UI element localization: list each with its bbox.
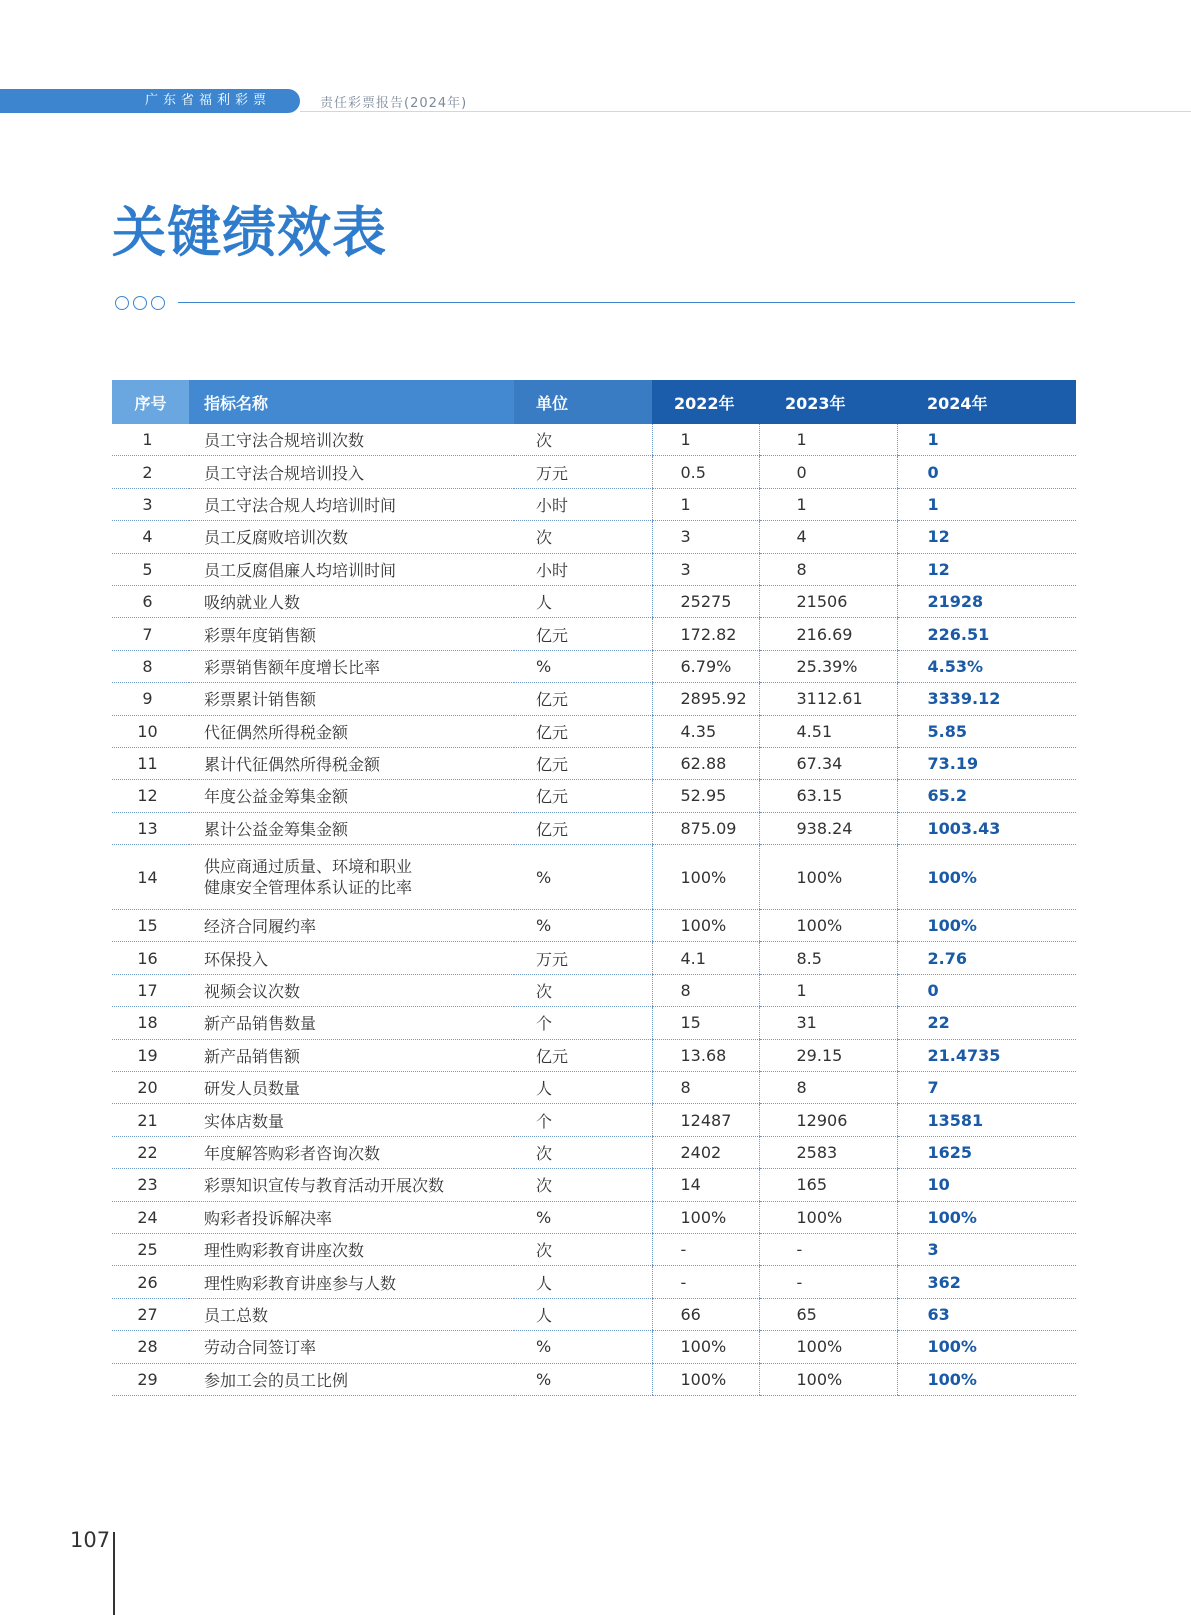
row-index: 15 — [112, 910, 189, 942]
table-row — [112, 488, 1076, 520]
row-value-2022: 14 — [652, 1169, 759, 1201]
col-header-2023: 2023年 — [759, 380, 897, 424]
row-index: 26 — [112, 1266, 189, 1298]
header-org-label: 广东省福利彩票 — [145, 93, 272, 108]
row-value-2023: 1 — [759, 974, 897, 1006]
row-name: 经济合同履约率 — [189, 910, 514, 942]
table-row — [112, 456, 1076, 488]
row-value-2024: 5.85 — [897, 715, 1076, 747]
row-value-2024: 226.51 — [897, 618, 1076, 650]
row-value-2022: 0.5 — [652, 456, 759, 488]
row-unit: 亿元 — [514, 780, 652, 812]
row-value-2023: 100% — [759, 910, 897, 942]
table-row — [112, 1136, 1076, 1168]
row-value-2022: 3 — [652, 521, 759, 553]
row-value-2022: 100% — [652, 845, 759, 910]
row-index: 7 — [112, 618, 189, 650]
row-unit: 亿元 — [514, 747, 652, 779]
table-row — [112, 521, 1076, 553]
row-index: 8 — [112, 650, 189, 682]
row-value-2024: 100% — [897, 1201, 1076, 1233]
row-name: 理性购彩教育讲座次数 — [189, 1233, 514, 1265]
row-value-2023: 165 — [759, 1169, 897, 1201]
row-name: 吸纳就业人数 — [189, 585, 514, 617]
row-value-2022: 1 — [652, 488, 759, 520]
row-value-2024: 1 — [897, 488, 1076, 520]
row-value-2022: 62.88 — [652, 747, 759, 779]
row-value-2024: 10 — [897, 1169, 1076, 1201]
row-value-2024: 63 — [897, 1298, 1076, 1330]
row-value-2022: 100% — [652, 1201, 759, 1233]
row-index: 24 — [112, 1201, 189, 1233]
row-name: 视频会议次数 — [189, 974, 514, 1006]
title-decoration — [115, 296, 165, 310]
row-name: 劳动合同签订率 — [189, 1331, 514, 1363]
row-unit: 个 — [514, 1007, 652, 1039]
row-value-2023: 100% — [759, 845, 897, 910]
row-index: 11 — [112, 747, 189, 779]
row-value-2023: 1 — [759, 424, 897, 456]
row-index: 22 — [112, 1136, 189, 1168]
row-index: 9 — [112, 683, 189, 715]
row-unit: 小时 — [514, 553, 652, 585]
table-row — [112, 1072, 1076, 1104]
table-row — [112, 1331, 1076, 1363]
row-name-line: 健康安全管理体系认证的比率 — [204, 878, 413, 898]
page-number-rule — [113, 1532, 115, 1615]
row-unit: 次 — [514, 974, 652, 1006]
row-unit: 亿元 — [514, 1039, 652, 1071]
row-name: 彩票销售额年度增长比率 — [189, 650, 514, 682]
col-header-2024: 2024年 — [897, 380, 1076, 424]
row-unit: % — [514, 845, 652, 910]
row-name: 彩票年度销售额 — [189, 618, 514, 650]
col-header-name: 指标名称 — [189, 380, 514, 424]
row-name: 员工守法合规人均培训时间 — [189, 488, 514, 520]
row-value-2023: 100% — [759, 1331, 897, 1363]
row-unit: 小时 — [514, 488, 652, 520]
circle-icon — [133, 296, 147, 310]
row-value-2023: 8.5 — [759, 942, 897, 974]
row-name: 参加工会的员工比例 — [189, 1363, 514, 1395]
row-value-2024: 3339.12 — [897, 683, 1076, 715]
row-value-2024: 2.76 — [897, 942, 1076, 974]
table-row — [112, 1039, 1076, 1071]
row-unit: 次 — [514, 1233, 652, 1265]
col-header-index: 序号 — [112, 380, 189, 424]
row-unit: 次 — [514, 424, 652, 456]
table-row — [112, 683, 1076, 715]
table-row — [112, 780, 1076, 812]
row-index: 3 — [112, 488, 189, 520]
page-number: 107 — [70, 1528, 111, 1552]
row-unit: 人 — [514, 585, 652, 617]
row-value-2023: 4 — [759, 521, 897, 553]
row-value-2024: 1625 — [897, 1136, 1076, 1168]
row-unit: 亿元 — [514, 812, 652, 844]
row-name: 理性购彩教育讲座参与人数 — [189, 1266, 514, 1298]
row-value-2024: 21928 — [897, 585, 1076, 617]
table-row — [112, 1169, 1076, 1201]
kpi-table — [112, 380, 1076, 1396]
row-value-2024: 0 — [897, 974, 1076, 1006]
row-value-2022: 6.79% — [652, 650, 759, 682]
row-value-2023: 2583 — [759, 1136, 897, 1168]
col-header-unit: 单位 — [514, 380, 652, 424]
table-row — [112, 1266, 1076, 1298]
row-index: 23 — [112, 1169, 189, 1201]
row-value-2024: 21.4735 — [897, 1039, 1076, 1071]
table-row — [112, 845, 1076, 910]
row-value-2024: 13581 — [897, 1104, 1076, 1136]
row-index: 5 — [112, 553, 189, 585]
row-value-2022: 3 — [652, 553, 759, 585]
header-divider — [300, 111, 1191, 112]
row-value-2024: 100% — [897, 1331, 1076, 1363]
row-unit: 万元 — [514, 456, 652, 488]
table-row — [112, 747, 1076, 779]
row-unit: % — [514, 1201, 652, 1233]
row-value-2023: 29.15 — [759, 1039, 897, 1071]
row-value-2023: 216.69 — [759, 618, 897, 650]
row-name: 员工反腐败培训次数 — [189, 521, 514, 553]
row-value-2023: 8 — [759, 553, 897, 585]
row-value-2023: 65 — [759, 1298, 897, 1330]
table-row — [112, 1201, 1076, 1233]
row-value-2022: 15 — [652, 1007, 759, 1039]
row-value-2024: 0 — [897, 456, 1076, 488]
row-value-2022: 172.82 — [652, 618, 759, 650]
row-value-2022: 875.09 — [652, 812, 759, 844]
table-body — [112, 424, 1076, 1395]
table-row — [112, 1007, 1076, 1039]
row-value-2024: 22 — [897, 1007, 1076, 1039]
row-index: 19 — [112, 1039, 189, 1071]
row-name: 员工守法合规培训次数 — [189, 424, 514, 456]
row-value-2024: 1 — [897, 424, 1076, 456]
row-name: 年度解答购彩者咨询次数 — [189, 1136, 514, 1168]
row-value-2022: - — [652, 1266, 759, 1298]
row-value-2023: - — [759, 1233, 897, 1265]
row-index: 17 — [112, 974, 189, 1006]
row-value-2022: 100% — [652, 910, 759, 942]
row-unit: 人 — [514, 1298, 652, 1330]
row-value-2024: 65.2 — [897, 780, 1076, 812]
table-row — [112, 942, 1076, 974]
row-index: 27 — [112, 1298, 189, 1330]
row-value-2022: 12487 — [652, 1104, 759, 1136]
circle-icon — [115, 296, 129, 310]
row-name: 环保投入 — [189, 942, 514, 974]
row-value-2022: 25275 — [652, 585, 759, 617]
row-unit: 亿元 — [514, 618, 652, 650]
row-index: 25 — [112, 1233, 189, 1265]
row-value-2024: 100% — [897, 910, 1076, 942]
row-value-2023: 67.34 — [759, 747, 897, 779]
table-row — [112, 585, 1076, 617]
row-name: 实体店数量 — [189, 1104, 514, 1136]
row-value-2024: 12 — [897, 521, 1076, 553]
row-unit: 次 — [514, 521, 652, 553]
row-value-2024: 12 — [897, 553, 1076, 585]
row-value-2022: 2402 — [652, 1136, 759, 1168]
row-name: 年度公益金筹集金额 — [189, 780, 514, 812]
row-index: 1 — [112, 424, 189, 456]
row-value-2023: 21506 — [759, 585, 897, 617]
header-org-tab — [0, 89, 300, 113]
table-row — [112, 1233, 1076, 1265]
row-name: 员工总数 — [189, 1298, 514, 1330]
table-row — [112, 715, 1076, 747]
row-name: 累计代征偶然所得税金额 — [189, 747, 514, 779]
col-header-2022: 2022年 — [652, 380, 759, 424]
row-name: 员工守法合规培训投入 — [189, 456, 514, 488]
row-value-2022: 1 — [652, 424, 759, 456]
row-value-2022: 8 — [652, 1072, 759, 1104]
row-value-2022: 8 — [652, 974, 759, 1006]
table-row — [112, 974, 1076, 1006]
row-name — [189, 845, 514, 910]
row-name: 购彩者投诉解决率 — [189, 1201, 514, 1233]
row-unit: 亿元 — [514, 715, 652, 747]
row-index: 29 — [112, 1363, 189, 1395]
table-row — [112, 1104, 1076, 1136]
title-divider — [178, 302, 1075, 303]
row-value-2022: 100% — [652, 1331, 759, 1363]
row-value-2024: 1003.43 — [897, 812, 1076, 844]
circle-icon — [151, 296, 165, 310]
table-header-row — [112, 380, 1076, 424]
page-title: 关键绩效表 — [112, 200, 387, 264]
row-value-2023: 8 — [759, 1072, 897, 1104]
row-value-2024: 100% — [897, 1363, 1076, 1395]
row-value-2022: 100% — [652, 1363, 759, 1395]
row-value-2022: 13.68 — [652, 1039, 759, 1071]
row-value-2024: 3 — [897, 1233, 1076, 1265]
row-value-2023: 938.24 — [759, 812, 897, 844]
row-index: 13 — [112, 812, 189, 844]
row-name: 彩票累计销售额 — [189, 683, 514, 715]
row-value-2023: 31 — [759, 1007, 897, 1039]
row-unit: 次 — [514, 1136, 652, 1168]
row-unit: % — [514, 1363, 652, 1395]
row-value-2024: 4.53% — [897, 650, 1076, 682]
table-row — [112, 910, 1076, 942]
row-value-2023: 100% — [759, 1363, 897, 1395]
row-name: 研发人员数量 — [189, 1072, 514, 1104]
table-row — [112, 1363, 1076, 1395]
row-unit: % — [514, 650, 652, 682]
header-report-title: 责任彩票报告(2024年) — [320, 96, 468, 111]
row-value-2022: 4.1 — [652, 942, 759, 974]
row-unit: 亿元 — [514, 683, 652, 715]
row-index: 20 — [112, 1072, 189, 1104]
row-value-2022: - — [652, 1233, 759, 1265]
row-unit: 人 — [514, 1266, 652, 1298]
row-value-2022: 66 — [652, 1298, 759, 1330]
table-row — [112, 812, 1076, 844]
table-row — [112, 424, 1076, 456]
row-unit: % — [514, 910, 652, 942]
row-name-line: 供应商通过质量、环境和职业 — [204, 857, 413, 877]
row-index: 6 — [112, 585, 189, 617]
row-index: 21 — [112, 1104, 189, 1136]
row-value-2023: 100% — [759, 1201, 897, 1233]
row-index: 14 — [112, 845, 189, 910]
row-unit: 个 — [514, 1104, 652, 1136]
row-value-2023: 25.39% — [759, 650, 897, 682]
row-unit: 人 — [514, 1072, 652, 1104]
row-index: 16 — [112, 942, 189, 974]
row-value-2023: 1 — [759, 488, 897, 520]
row-unit: % — [514, 1331, 652, 1363]
row-name: 员工反腐倡廉人均培训时间 — [189, 553, 514, 585]
table-row — [112, 650, 1076, 682]
row-unit: 万元 — [514, 942, 652, 974]
row-value-2024: 100% — [897, 845, 1076, 910]
row-value-2023: 3112.61 — [759, 683, 897, 715]
row-value-2023: 4.51 — [759, 715, 897, 747]
row-name: 累计公益金筹集金额 — [189, 812, 514, 844]
row-value-2024: 362 — [897, 1266, 1076, 1298]
row-index: 28 — [112, 1331, 189, 1363]
row-index: 10 — [112, 715, 189, 747]
row-value-2023: - — [759, 1266, 897, 1298]
row-value-2023: 0 — [759, 456, 897, 488]
row-value-2024: 73.19 — [897, 747, 1076, 779]
row-name: 代征偶然所得税金额 — [189, 715, 514, 747]
row-index: 12 — [112, 780, 189, 812]
table-row — [112, 553, 1076, 585]
row-name: 新产品销售额 — [189, 1039, 514, 1071]
row-value-2023: 63.15 — [759, 780, 897, 812]
row-value-2022: 2895.92 — [652, 683, 759, 715]
table-row — [112, 618, 1076, 650]
row-value-2022: 4.35 — [652, 715, 759, 747]
row-name: 新产品销售数量 — [189, 1007, 514, 1039]
row-value-2024: 7 — [897, 1072, 1076, 1104]
table-row — [112, 1298, 1076, 1330]
row-index: 18 — [112, 1007, 189, 1039]
row-unit: 次 — [514, 1169, 652, 1201]
row-index: 4 — [112, 521, 189, 553]
row-value-2022: 52.95 — [652, 780, 759, 812]
row-value-2023: 12906 — [759, 1104, 897, 1136]
row-index: 2 — [112, 456, 189, 488]
row-name: 彩票知识宣传与教育活动开展次数 — [189, 1169, 514, 1201]
